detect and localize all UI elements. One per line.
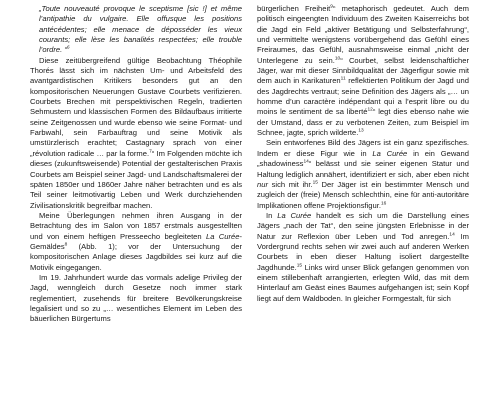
text-run: Im 19. Jahrhundert wurde das vormals adelige Privileg der Jagd, wenngleich durch Gesetze noch immer stark reglementiert, zusehends für breitere Bevölkerungskreise legalisiert und so zu „… wesentliches Element im Leben des bäuerlichen Bürgertums [30, 272, 242, 324]
text-run: “ belässt und sie seiner eigenen Statur und Haltung lediglich annähert, identifiziert er sich, aber eben nicht [257, 159, 469, 179]
quote-text: „Toute nouveauté provoque le sceptisme [sic !] et même l’antipathie du vulgaire. Elle offusque les positions antécédentes; elle menace de déposséder les vieux courants; elle lèse les banalités respectées; elle trouble l’ordre. “ [39, 4, 242, 55]
paragraph [257, 138, 469, 210]
block-quote [30, 4, 242, 56]
text-run: bürgerlichen Freiheit [257, 4, 331, 13]
text-run: Links wird unser Blick gefangen genommen von einem stillebenhaft arrangierten, erlegten Wild, das mit dem Hinterlauf am Geäst eines Baumes aufgehangen ist; sein Kopf liegt auf dem Waldboden. In gleicher Formgestalt, für sich [257, 262, 469, 303]
footnote-ref: 13 [358, 128, 364, 134]
text-run: reflektierten Politikum der Jagd und des Jagdrechts vertraut; seine Definition des Jägers als „… un homme d’un caractère indépendant qui a l’esprit libre ou du moins le sentiment de sa liberté [257, 76, 470, 117]
footnote-ref: 6 [66, 45, 70, 51]
italic-title: La Curée [205, 231, 240, 241]
italic-title: La Curée [277, 210, 312, 220]
footnote-ref: 15 [312, 180, 318, 186]
footnote-ref: 15 [296, 263, 303, 269]
text-run: (Abb. 1); vor der Untersuchung der kompositorischen Anlage dieses Jagdbildes sei kurz auf die Motivik eingegangen. [30, 241, 242, 272]
footnote-ref: 8 [64, 242, 68, 248]
text-run: Im Vordergrund rechts sehen wir zwei auch auf anderen Werken Courbets in eben dieser Haltung isoliert dargestellte Jagdhunde. [257, 231, 469, 272]
text-run: “ Im Folgenden möchte ich dieses (zukunftsweisende) Potential der gestalterischen Praxis Courbets am Beispiel seiner Jagd- und Landschaftsmalerei der späten 1850er und 1860er Jahre näher betrachten und es als Teil seiner leitmotivartig Leben und Werk durchziehenden Zivilisationskritik begreifbar machen. [30, 148, 242, 210]
italic-title: nur [257, 179, 268, 189]
text-run: in ein Gewand „shadowiness [257, 148, 469, 169]
footnote-ref: 12 [367, 107, 373, 113]
left-column [30, 4, 242, 325]
text-run: -Gemäldes [30, 231, 242, 251]
footnote-ref: 14 [303, 159, 309, 165]
footnote-ref: 16 [380, 201, 387, 206]
paragraph [30, 211, 242, 273]
text-run: “ legt dies ebenso nahe wie der Umstand, dass er zu verbotenen Zeiten, zum Beispiel im Schnee, jagte, sprich wilderte. [257, 107, 469, 138]
footnote-ref: 14 [449, 232, 455, 238]
paragraph [30, 56, 242, 211]
text-run: Diese zeitübergreifend gültige Beobachtung Théophile Thorés lässt sich im nächsten Um- und Arbeitsfeld des avantgardistischen Kritikers besonders gut an den kompositorischen Neuerungen Gustave Courbets verifizieren. Courbets Brechen mit perspektivischen Regeln, tradierten Sehmustern und klassischen Formen des Bildaufbaus irritierte seine Zeitgenossen und wurde ebenso wie seine Format- und Farbwahl, sein Farbauftrag und seine Motivik als umstürzlerisch erachtet; Castagnary sprach von einer „révolution radicale … par la forme. [30, 55, 242, 158]
footnote-ref: 11 [340, 76, 346, 82]
paragraph [257, 4, 469, 138]
footnote-ref: 10 [334, 56, 341, 62]
paragraph [30, 273, 242, 325]
text-run: Meine Überlegungen nehmen ihren Ausgang in der Betrachtung des im Salon von 1857 erstmals ausgestellten und von einem heftigen Presseecho begleiteten [30, 210, 242, 241]
text-run: In [266, 210, 278, 220]
text-run: sich mit ihr. [267, 179, 313, 189]
text-run: “ metaphorisch gedeutet. Auch dem politisch eingeengten Individuum des Zweiten Kaiserreichs bot die Jagd ein Feld „aktiver Betätigung und Selbsterfahrung“, und vermittelte wenigstens vorübergehend das Gefühl eines Freiraumes, das Gefühl, ausnahmsweise einmal „nicht der Unterlegene zu sein. [257, 4, 469, 65]
right-column [257, 4, 469, 304]
italic-title: La Curée [372, 148, 408, 158]
text-run: Der Jäger ist ein bestimmter Mensch und zugleich der (freie) Mensch schlechthin, eine für anti-autoritäre Implikationen offene Projektionsfigur. [257, 179, 469, 210]
footnote-ref: 9 [330, 4, 333, 10]
footnote-ref: 7 [149, 149, 152, 155]
text-run: “ Courbet, selbst leidenschaftlicher Jäger, war mit dieser Sinnbildqualität der Jägerfigur sowie mit dem auch in Karikaturen [257, 55, 469, 86]
text-run: handelt es sich um die Darstellung eines Jägers „nach der Tat“, den seine jüngsten Erlebnisse in der Natur zur Reflexion über Leben und Tod anregen. [257, 210, 469, 241]
text-run: Sein entworfenes Bild des Jägers ist ein ganz spezifisches. Indem er diese Figur wie in [257, 138, 469, 158]
paragraph [257, 211, 469, 304]
